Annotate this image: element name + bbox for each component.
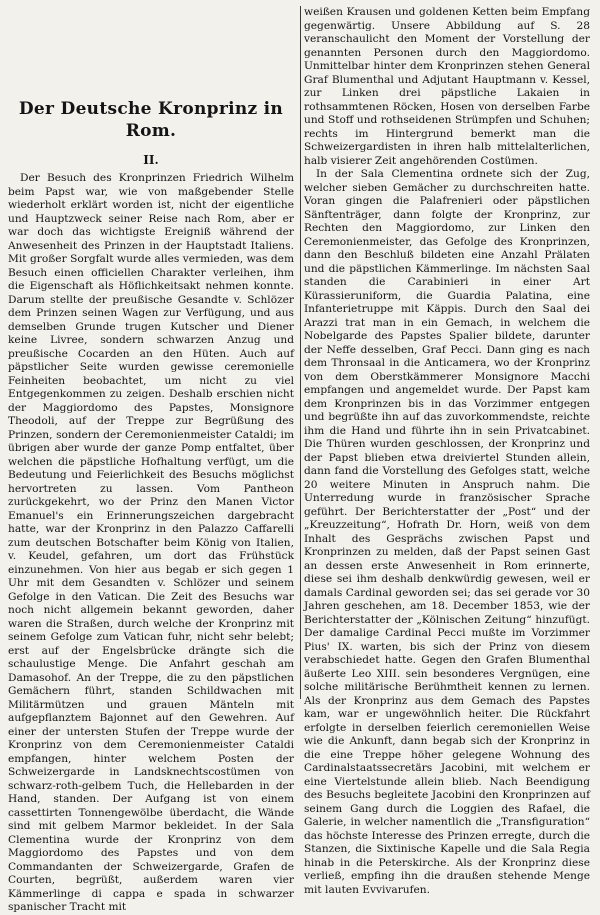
- right-column: [304, 6, 590, 896]
- part-number: II.: [143, 153, 159, 167]
- left-column: [8, 6, 294, 913]
- top-spacer: [8, 6, 294, 98]
- column-divider: [300, 6, 301, 699]
- paragraph: In der Sala Clementina ordnete sich der Zug, welcher sieben Gemächer zu durchschreiten hatte. Voran gingen die Palafrenieri oder päpstlichen Sänftenträger, dann folgte der Kronprinz, zur Rechten den Maggiordomo, zur Linken den Ceremonienmeister, das Gefolge des Kronprinzen, dann den Beschluß bildeten eine Anzahl Prälaten und die päpstlichen Kämmerlinge. Im nächsten Saal standen die Carabinieri in einer Art Kürassieruniform, die Guardia Palatina, eine Infanterietruppe mit Käppis. Durch den Saal dei Arazzi trat man in ein Gemach, in welchem die Nobelgarde des Papstes Spalier bildete, darunter der Neffe desselben, Graf Pecci. Dann ging es nach dem Thronsaal in die Anticamera, wo der Kronprinz von dem Oberstkämmerer Monsignore Macchi empfangen und angemeldet wurde. Der Papst kam dem Kronprinzen bis in das Vorzimmer entgegen und begrüßte ihn auf das zuvorkommendste, reichte ihm die Hand und führte ihn in sein Privatcabinet. Die Thüren wurden geschlossen, der Kronprinz und der Papst blieben etwa dreiviertel Stunden allein, dann fand die Vorstellung des Gefolges statt, welche 20 weitere Minuten in Anspruch nahm. Die Unterredung wurde in französischer Sprache geführt. Der Berichterstatter der „Post“ und der „Kreuzzeitung“, Hofrath Dr. Horn, weiß von dem Inhalt des Gesprächs zwischen Papst und Kronprinzen zu melden, daß der Papst seinen Gast an dessen erste Anwesenheit in Rom erinnerte, diese sei ihm deshalb denkwürdig gewesen, weil er damals Cardinal geworden sei; das sei gerade vor 30 Jahren geschehen, am 18. December 1853, wie der Berichterstatter der „Kölnischen Zeitung“ hinzufügt. Der damalige Cardinal Pecci mußte im Vorzimmer Pius' IX. warten, bis sich der Prinz von diesem verabschiedet hatte. Gegen den Grafen Blumenthal äußerte Leo XIII. sein besonderes Vergnügen, eine solche militärische Berühmtheit kennen zu lernen. Als der Kronprinz aus dem Gemach des Papstes kam, war er ungewöhnlich heiter. Die Rückfahrt erfolgte in derselben feierlich ceremoniellen Weise wie die Ankunft, dann begab sich der Kronprinz in die eine Treppe höher gelegene Wohnung des Cardinalstaatssecretärs Jacobini, mit welchem er eine Viertelstunde allein blieb. Nach Beendigung des Besuchs begleitete Jacobini den Kronprinzen auf seinem Gang durch die Loggien des Rafael, die Galerie, in welcher namentlich die „Transfiguration“ das höchste Interesse des Prinzen erregte, durch die Stanzen, die Sixtinische Kapelle und die Sala Regia hinab in die Peterskirche. Als der Kronprinz diese verließ, empfing ihn die draußen stehende Menge mit lauten Evvivarufen.: [304, 168, 590, 896]
- article-title: Der Deutsche Kronprinz in Rom.: [18, 99, 284, 141]
- paragraph: Der Besuch des Kronprinzen Friedrich Wilhelm beim Papst war, wie von maßgebender Stelle wiederholt erklärt worden ist, nicht der eigentliche und Hauptzweck seiner Reise nach Rom, aber er war doch das wichtigste Ereigniß während der Anwesenheit des Prinzen in der Hauptstadt Italiens. Mit großer Sorgfalt wurde alles vermieden, was dem Besuch einen officiellen Charakter verleihen, ihm die Eigenschaft als Höflichkeitsakt nehmen konnte. Darum stellte der preußische Gesandte v. Schlözer dem Prinzen seinen Wagen zur Verfügung, und aus demselben Grunde trugen Kutscher und Diener keine Livree, sondern schwarzen Anzug und preußische Cocarden an den Hüten. Auch auf päpstlicher Seite wurden gewisse ceremonielle Feinheiten beobachtet, um nicht zu viel Entgegenkommen zu zeigen. Deshalb erschien nicht der Maggiordomo des Papstes, Monsignore Theodoli, auf der Treppe zur Begrüßung des Prinzen, sondern der Ceremonienmeister Cataldi; im übrigen aber wurde der ganze Pomp entfaltet, über welchen die päpstliche Hofhaltung verfügt, um die Bedeutung und Feierlichkeit des Besuchs möglichst hervortreten zu lassen. Vom Pantheon zurückgekehrt, wo der Prinz den Manen Victor Emanuel's ein Erinnerungszeichen dargebracht hatte, war der Kronprinz in den Palazzo Caffarelli zum deutschen Botschafter beim König von Italien, v. Keudel, gefahren, um dort das Frühstück einzunehmen. Von hier aus begab er sich gegen 1 Uhr mit dem Gesandten v. Schlözer und seinem Gefolge in den Vatican. Die Zeit des Besuchs war noch nicht allgemein bekannt geworden, daher waren die Straßen, durch welche der Kronprinz mit seinem Gefolge zum Vatican fuhr, nicht sehr belebt; erst auf der Engelsbrücke drängte sich die schaulustige Menge. Die Anfahrt geschah am Damasohof. An der Treppe, die zu den päpstlichen Gemächern führt, standen Schildwachen mit Militärmützen und grauen Mänteln mit aufgepflanztem Bajonnet auf den Gewehren. Auf einer der untersten Stufen der Treppe wurde der Kronprinz von dem Ceremonienmeister Cataldi empfangen, hinter welchem Posten der Schweizergarde in Landsknechtscostümen von schwarz-roth-gelbem Tuch, die Hellebarden in der Hand, standen. Der Aufgang ist von einem cassettirten Tonnengewölbe überdacht, die Wände sind mit gelbem Marmor bekleidet. In der Sala Clementina wurde der Kronprinz von dem Maggiordomo des Papstes und von dem Commandanten der Schweizergarde, Grafen de Courten, begrüßt, außerdem waren vier Kämmerlinge di cappa e spada in schwarzer spanischer Tracht mit: [8, 172, 294, 913]
- paragraph: weißen Krausen und goldenen Ketten beim Empfang gegenwärtig. Unsere Abbildung auf S. 28 veranschaulicht den Moment der Vorstellung der genannten Personen durch den Maggiordomo. Unmittelbar hinter dem Kronprinzen stehen General Graf Blumenthal und Adjutant Hauptmann v. Kessel, zur Linken drei päpstliche Lakaien in rothsammtenen Röcken, Hosen von derselben Farbe und Stoff und rothseidenen Strümpfen und Schuhen; rechts im Hintergrund bemerkt man die Schweizergardisten in ihren halb mittelalterlichen, halb visierer Zeit angehörenden Costümen.: [304, 6, 590, 167]
